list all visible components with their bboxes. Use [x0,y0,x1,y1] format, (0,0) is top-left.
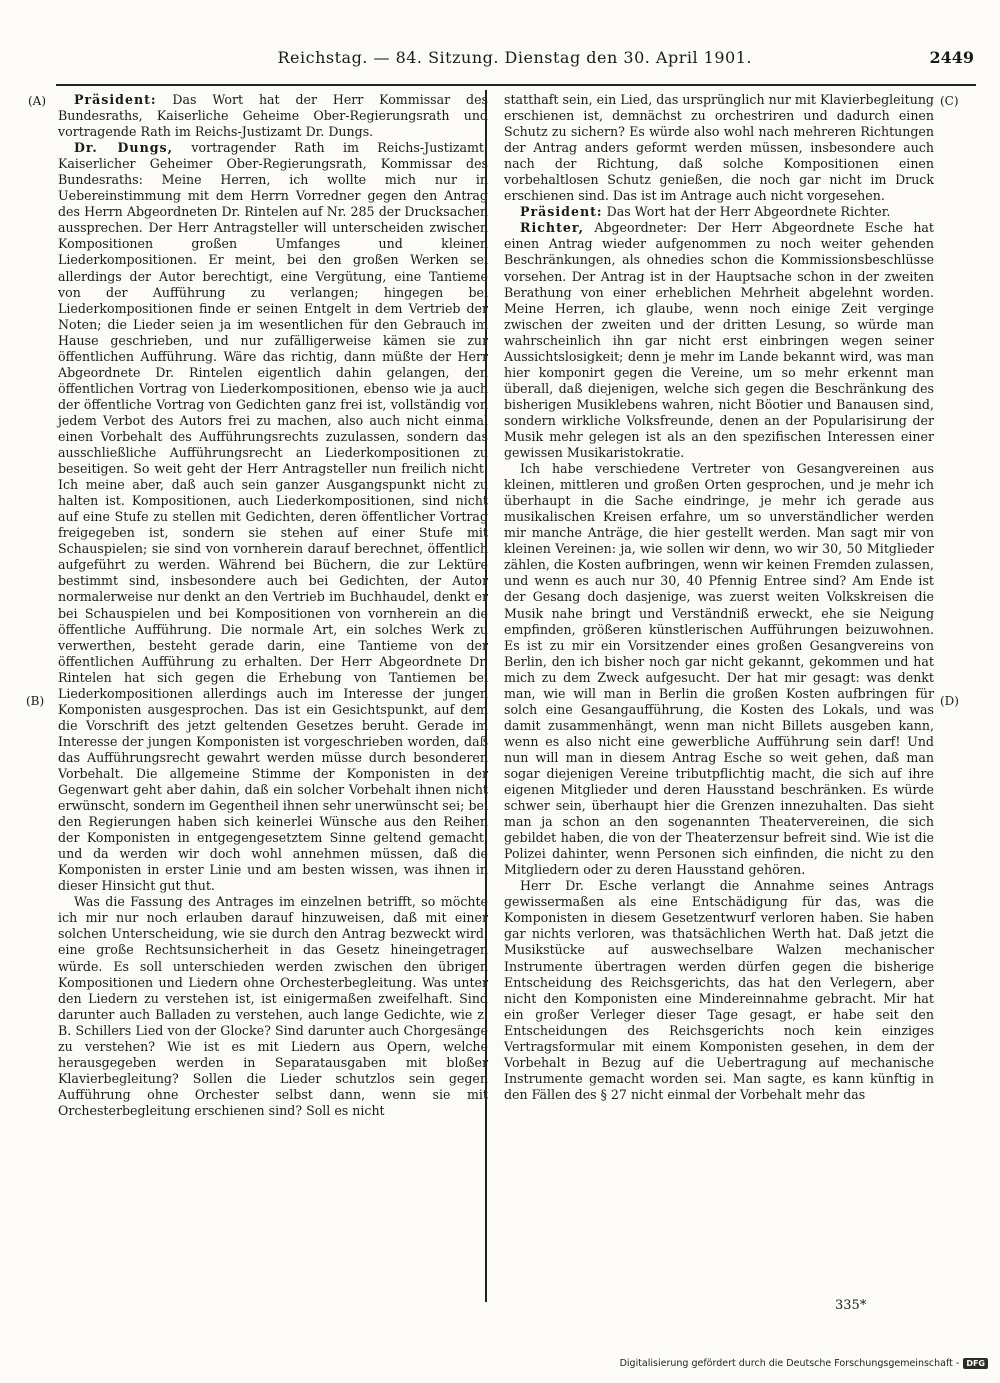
paragraph: Ich habe verschiedene Vertreter von Gesangvereinen aus kleinen, mittleren und großen Orten gesprochen, und je mehr ich überhaupt in die Sache eindringe, je mehr ich gerade aus musikalischen Kreisen erfahre, um so unverständlicher werden mir manche Anträge, die hier gestellt werden. Man sagt mir von kleinen Vereinen: ja, wie sollen wir denn, wo wir 30, 50 Mitglieder zählen, die Kosten aufbringen, wenn wir keinen Fremden zulassen, und wenn es auch nur 30, 40 Pfennig Entree sind? Am Ende ist der Gesang doch dasjenige, was zuerst weiten Volkskreisen die Musik nahe bringt und Verständniß erweckt, ehe sie Neigung empfinden, größeren künstlerischen Aufführungen beizuwohnen. Es ist zu mir ein Vorsitzender eines großen Gesangvereins von Berlin, den ich bisher noch gar nicht gekannt, gekommen und hat mich zu dem Zweck aufgesucht. Der hat mir gesagt: was denkt man, wie will man in Berlin die großen Kosten aufbringen für solch eine Gesangaufführung, die Kosten des Lokals, und was damit zusammenhängt, wenn man nicht Billets ausgeben kann, wenn es also nicht eine gewerbliche Aufführung sein darf! Und nun will man in diesem Antrag Esche so weit gehen, daß man sogar diejenigen Vereine tributpflichtig macht, die sich auf ihre eigenen Mitglieder und deren Hausstand beschränken. Es würde schwer sein, überhaupt hier die Grenzen innezuhalten. Das sieht man ja schon an den sogenannten Theatervereinen, die sich gebildet haben, die von der Theaterzensur befreit sind. Wie ist die Polizei dahinter, wenn Personen sich einfinden, die nicht zu den Mitgliedern oder zu deren Hausstand gehören. [504,461,934,878]
header-title: Reichstag. — 84. Sitzung. Dienstag den 30. April 1901. [277,47,752,67]
right-column [504,92,934,1103]
margin-marker-d: (D) [940,694,959,708]
paragraph-text: vortragender Rath im Reichs-Justizamt, Kaiserlicher Geheimer Ober-Regierungsrath, Kommissar des Bundesraths: Meine Herren, ich wollte mich nur in Uebereinstimmung mit dem Herrn Vorredner gegen den Antrag des Herrn Abgeordneten Dr. Rintelen auf Nr. 285 der Drucksachen aussprechen. Der Herr Antragsteller will unterscheiden zwischen Kompositionen großen Umfanges und kleinen Liederkompositionen. Er meint, bei den großen Werken sei allerdings der Autor berechtigt, eine Vergütung, eine Tantieme von der Aufführung zu verlangen; hingegen bei Liederkompositionen finde er seinen Entgelt in dem Vertrieb der Noten; die Lieder seien ja im wesentlichen für den Gebrauch im Hause geschrieben, und nur zufälligerweise kämen sie zur öffentlichen Aufführung. Wäre das richtig, dann müßte der Herr Abgeordnete Dr. Rintelen eigentlich dahin gelangen, den öffentlichen Vortrag von Liederkompositionen, ebenso wie ja auch der öffentliche Vortrag von Gedichten ganz frei ist, vollständig von jedem Verbot des Autors frei zu machen, also auch nicht einmal einen Vorbehalt des Aufführungsrechts zuzulassen, sondern das ausschließliche Aufführungsrecht an Liederkompositionen zu beseitigen. So weit geht der Herr Antragsteller nun freilich nicht. Ich meine aber, daß auch sein ganzer Ausgangspunkt nicht zu halten ist. Kompositionen, auch Liederkompositionen, sind nicht auf eine Stufe zu stellen mit Gedichten, deren öffentlicher Vortrag freigegeben ist, sondern sie stehen auf einer Stufe mit Schauspielen; sie sind von vornherein darauf berechnet, öffentlich aufgeführt zu werden. Während bei Büchern, die zur Lektüre bestimmt sind, insbesondere auch bei Gedichten, der Autor normalerweise nur denkt an den Vertrieb im Buchhaudel, denkt er bei Schauspielen und bei Kompositionen von vornherein an die öffentliche Aufführung. Die normale Art, ein solches Werk zu verwerthen, besteht gerade darin, eine Tantieme von der öffentlichen Aufführung zu erhalten. Der Herr Abgeordnete Dr. Rintelen hat sich gegen die Erhebung von Tantiemen bei Liederkompositionen allerdings auch im Interesse der jungen Komponisten ausgesprochen. Das ist ein Gesichtspunkt, auf dem die Vorschrift des jetzt geltenden Gesetzes beruht. Gerade im Interesse der jungen Komponisten ist vorgeschrieben worden, daß das Aufführungsrecht gewahrt werden müsse durch besonderen Vorbehalt. Die allgemeine Stimme der Komponisten in der Gegenwart geht aber dahin, daß ein solcher Vorbehalt ihnen nicht erwünscht, sondern im Gegentheil ihnen sehr unerwünscht sei; bei den Regierungen haben sich keinerlei Wünsche aus den Reihen der Komponisten in entgegengesetztem Sinne geltend gemacht, und da werden wir doch wohl annehmen müssen, daß die Komponisten in erster Linie und am besten wissen, was ihnen in dieser Hinsicht gut thut. [58,140,489,894]
sheet-signature: 335* [835,1298,867,1313]
margin-marker-a: (A) [28,94,47,108]
speaker-name: Präsident: [74,92,157,107]
paragraph-text: Das Wort hat der Herr Abgeordnete Richter. [602,204,891,220]
paragraph: statthaft sein, ein Lied, das ursprünglich nur mit Klavierbegleitung erschienen ist, demnächst zu orchestriren und dadurch einen Schutz zu sichern? Es würde also wohl nach mehreren Richtungen der Antrag anders geformt werden müssen, insbesondere auch nach der Richtung, daß solche Kompositionen einen vorbehaltlosen Schutz genießen, die noch gar nicht im Druck erschienen sind. Das ist im Antrage auch nicht vorgesehen. [504,92,934,204]
paragraph-text: Abgeordneter: Der Herr Abgeordnete Esche hat einen Antrag wieder aufgenommen zu noch weiter gehenden Beschränkungen, als ohnedies schon die Kommissionsbeschlüsse vorsehen. Der Antrag ist in der Hauptsache schon in der zweiten Berathung von einer erheblichen Mehrheit abgelehnt worden. Meine Herren, ich glaube, wenn noch einige Zeit verginge zwischen der zweiten und der dritten Lesung, so würde man wahrscheinlich ihn gar nicht erst einbringen wegen seiner Aussichtslosigkeit; denn je mehr im Lande bekannt wird, was man hier komponirt gegen die Vereine, um so mehr erkennt man überall, daß diejenigen, welche sich gegen die Beschränkung des bisherigen Musiklebens wahren, nicht Böotier und Banausen sind, sondern wirkliche Volksfreunde, denen an der Popularisirung der Musik mehr gelegen ist als an den spezifischen Interessen einer gewissen Musikaristokratie. [504,220,934,461]
header-rule [56,84,976,86]
paragraph [58,140,488,894]
speaker-name: Präsident: [520,204,603,220]
margin-marker-b: (B) [26,694,45,708]
paragraph-text: Das Wort hat der Herr Kommissar des Bundesraths, Kaiserliche Geheime Ober-Regierungsrath und vortragende Rath im Reichs-Justizamt Dr. Dungs. [58,92,488,140]
left-column [58,92,488,1119]
dfg-logo: DFG [963,1358,988,1369]
margin-marker-c: (C) [940,94,959,108]
page-number: 2449 [929,47,974,67]
digitization-credit [620,1358,988,1369]
speaker-name: Richter, [520,220,585,236]
column-divider [485,90,487,1302]
paragraph: Herr Dr. Esche verlangt die Annahme seines Antrags gewissermaßen als eine Entschädigung für das, was die Komponisten in diesem Gesetzentwurf verloren haben. Sie haben gar nichts verloren, was thatsächlichen Werth hat. Daß jetzt die Musikstücke auf auswechselbare Walzen mechanischer Instrumente übertragen werden dürfen gegen die bisherige Entscheidung des Reichsgerichts, das hat den Verlegern, aber nicht den Komponisten eine Mindereinnahme gebracht. Mir hat ein großer Verleger dieser Tage gesagt, er habe seit den Entscheidungen des Reichsgerichts noch kein einziges Vertragsformular mit einem Komponisten gesehen, in dem der Vorbehalt in Bezug auf die Uebertragung auf mechanische Instrumente gemacht worden sei. Man sagte, es kann künftig in den Fällen des § 27 nicht einmal der Vorbehalt mehr das [504,878,934,1102]
paragraph: Was die Fassung des Antrages im einzelnen betrifft, so möchte ich mir nur noch erlauben darauf hinzuweisen, daß mit einer solchen Unterscheidung, wie sie durch den Antrag bezweckt wird, eine große Rechtsunsicherheit in das Gesetz hineingetragen würde. Es soll unterschieden werden zwischen den übrigen Kompositionen und Liedern ohne Orchesterbegleitung. Was unter den Liedern zu verstehen ist, ist einigermaßen zweifelhaft. Sind darunter auch Balladen zu verstehen, auch lange Gedichte, wie z. B. Schillers Lied von der Glocke? Sind darunter auch Chorgesänge zu verstehen? Wie ist es mit Liedern aus Opern, welche herausgegeben werden in Separatausgaben mit bloßer Klavierbegleitung? Sollen die Lieder schutzlos sein gegen Aufführung ohne Orchester selbst dann, wenn sie mit Orchesterbegleitung erschienen sind? Soll es nicht [58,894,488,1118]
paragraph [504,220,934,461]
paragraph [504,204,934,220]
speaker-name: Dr. Dungs, [74,140,174,156]
paragraph [58,92,488,140]
page-header [60,44,974,70]
credit-text: Digitalisierung gefördert durch die Deutsche Forschungsgemeinschaft - [619,1358,960,1369]
